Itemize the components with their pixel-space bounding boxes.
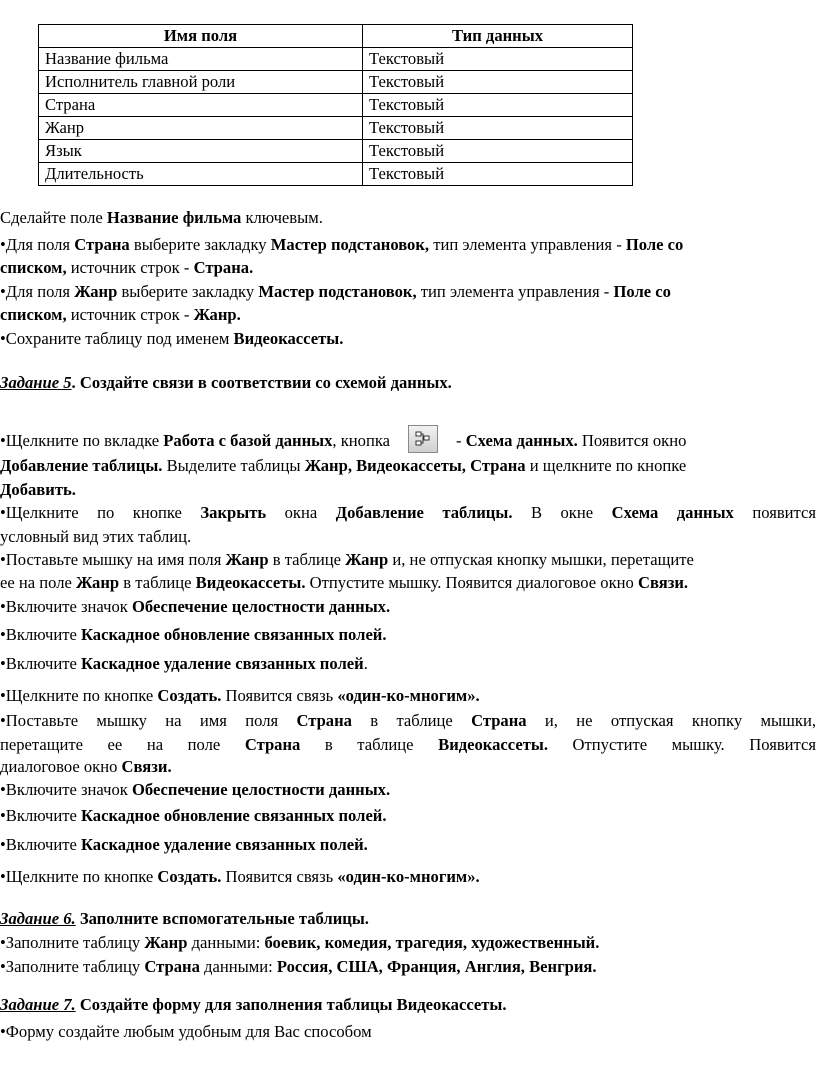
table-cell: Текстовый — [363, 140, 633, 163]
table-header-cell: Тип данных — [363, 25, 633, 48]
table-cell: Текстовый — [363, 163, 633, 186]
paragraph-line: •Форму создайте любым удобным для Вас способом — [0, 1022, 372, 1041]
table-cell: Название фильма — [39, 48, 363, 71]
table-cell: Текстовый — [363, 117, 633, 140]
paragraph-line: •Щелкните по кнопке Закрыть окна Добавление таблицы. В окне Схема данных появится — [0, 503, 816, 522]
task-6-heading: Задание 6. Заполните вспомогательные таблицы. — [0, 909, 369, 928]
table-cell: Текстовый — [363, 94, 633, 117]
table-cell: Текстовый — [363, 71, 633, 94]
paragraph-line: условный вид этих таблиц. — [0, 527, 192, 546]
table-cell: Жанр — [39, 117, 363, 140]
table-row — [39, 94, 633, 117]
table-header-cell: Имя поля — [39, 25, 363, 48]
task-5-heading: Задание 5. Создайте связи в соответствии со схемой данных. — [0, 373, 452, 392]
paragraph-line: •Щелкните по кнопке Создать. Появится связь «один-ко-многим». — [0, 686, 480, 705]
table-cell: Длительность — [39, 163, 363, 186]
paragraph-line: •Для поля Страна выберите закладку Мастер подстановок, тип элемента управления - Поле со — [0, 235, 684, 254]
paragraph-line: •Включите значок Обеспечение целостности данных. — [0, 780, 391, 799]
table-cell: Язык — [39, 140, 363, 163]
paragraph-line: •Сохраните таблицу под именем Видеокассеты. — [0, 329, 344, 348]
relationships-icon[interactable] — [408, 425, 438, 453]
paragraph-line: •Включите Каскадное обновление связанных полей. — [0, 625, 387, 644]
paragraph-line: списком, источник строк - Жанр. — [0, 305, 241, 324]
paragraph-line: •Включите Каскадное удаление связанных полей. — [0, 835, 368, 854]
paragraph-line: диалоговое окно Связи. — [0, 757, 172, 776]
paragraph-line: перетащите ее на поле Страна в таблице Видеокассеты. Отпустите мышку. Появится — [0, 735, 816, 754]
paragraph-line: •Щелкните по кнопке Создать. Появится связь «один-ко-многим». — [0, 867, 480, 886]
paragraph-line: Добавление таблицы. Выделите таблицы Жанр, Видеокассеты, Страна и щелкните по кнопке — [0, 456, 687, 475]
table-row — [39, 48, 633, 71]
paragraph-line: •Поставьте мышку на имя поля Жанр в таблице Жанр и, не отпуская кнопку мышки, перетащите — [0, 550, 694, 569]
paragraph-line: ее на поле Жанр в таблице Видеокассеты. Отпустите мышку. Появится диалоговое окно Связи. — [0, 573, 689, 592]
task-7-heading: Задание 7. Создайте форму для заполнения таблицы Видеокассеты. — [0, 995, 507, 1014]
table-cell: Текстовый — [363, 48, 633, 71]
paragraph-line: списком, источник строк - Страна. — [0, 258, 254, 277]
table-cell: Исполнитель главной роли — [39, 71, 363, 94]
paragraph-line: •Включите значок Обеспечение целостности данных. — [0, 597, 391, 616]
paragraph-line: •Поставьте мышку на имя поля Страна в таблице Страна и, не отпуская кнопку мышки, — [0, 711, 816, 730]
paragraph-line: •Для поля Жанр выберите закладку Мастер подстановок, тип элемента управления - Поле со — [0, 282, 671, 301]
table-row — [39, 163, 633, 186]
table-cell: Страна — [39, 94, 363, 117]
paragraph-line: •Щелкните по вкладке Работа с базой данных, кнопка - Схема данных. Появится окно — [0, 430, 816, 453]
table-row — [39, 71, 633, 94]
fields-table — [38, 24, 633, 186]
paragraph-line: •Включите Каскадное удаление связанных полей. — [0, 654, 368, 673]
paragraph-line: •Заполните таблицу Страна данными: Россия, США, Франция, Англия, Венгрия. — [0, 957, 597, 976]
table-header-row — [39, 25, 633, 48]
paragraph-line: Добавить. — [0, 480, 76, 499]
paragraph-line: •Заполните таблицу Жанр данными: боевик, комедия, трагедия, художественный. — [0, 933, 600, 952]
paragraph-line: •Включите Каскадное обновление связанных полей. — [0, 806, 387, 825]
table-row — [39, 140, 633, 163]
table-row — [39, 117, 633, 140]
paragraph-line: Сделайте поле Название фильма ключевым. — [0, 208, 323, 227]
